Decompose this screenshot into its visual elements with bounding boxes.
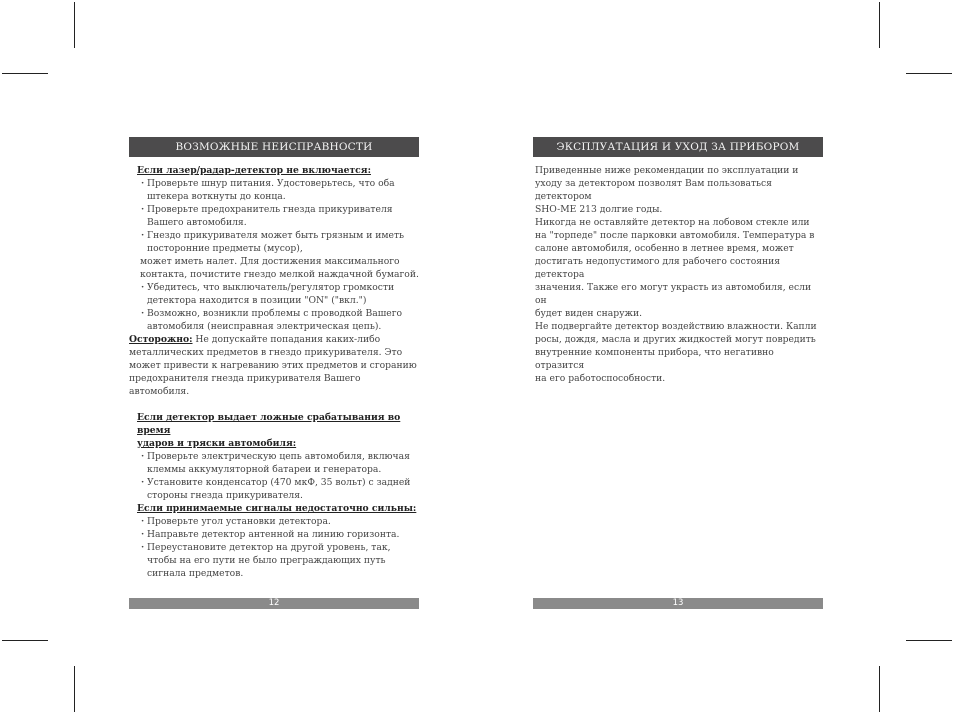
bullet-icon: ・ bbox=[138, 230, 148, 241]
list-item: ・ Переустановите детектор на другой уровень, так, чтобы на его пути не было преграждающих путь сигнала предметов. bbox=[138, 542, 391, 579]
text-line: внутренние компоненты прибора, что негативно отразится bbox=[535, 347, 774, 371]
left-page bbox=[129, 137, 419, 580]
troubleshooting-body bbox=[129, 164, 419, 580]
paragraph: может иметь налет. Для достижения максимального контакта, почистите гнездо мелкой наждачной бумагой. bbox=[140, 256, 419, 280]
care-body bbox=[533, 164, 823, 385]
right-page bbox=[533, 137, 823, 385]
list-item: ・ Установите конденсатор (470 мкФ, 35 вольт) с задней стороны гнезда прикуривателя. bbox=[138, 477, 411, 501]
bullet-icon: ・ bbox=[138, 308, 148, 319]
list-item: ・ Проверьте предохранитель гнезда прикуривателя Вашего автомобиля. bbox=[138, 204, 393, 228]
text-line: достигать недопустимого для рабочего состояния детектора bbox=[535, 256, 781, 280]
text-line: на его работоспособности. bbox=[535, 373, 666, 384]
list-item: ・ Проверьте шнур питания. Удостоверьтесь, что оба штекера воткнуты до конца. bbox=[138, 178, 395, 202]
page-number: 13 bbox=[533, 598, 823, 609]
list-item: ・ Направьте детектор антенной на линию горизонта. bbox=[138, 529, 400, 540]
section-heading: Если лазер/радар-детектор не включается: bbox=[137, 165, 371, 176]
crop-mark bbox=[74, 2, 75, 48]
crop-mark bbox=[2, 73, 48, 74]
text-line: Не подвергайте детектор воздействию влажности. Капли bbox=[535, 321, 817, 332]
bullet-icon: ・ bbox=[138, 516, 148, 527]
crop-mark bbox=[2, 640, 48, 641]
text-line: на "торпеде" после парковки автомобиля. Температура в bbox=[535, 230, 815, 241]
caution-label: Осторожно: bbox=[129, 334, 193, 345]
list-item: ・ Убедитесь, что выключатель/регулятор громкости детектора находится в позиции "ON" ("вкл.") bbox=[138, 282, 395, 306]
crop-mark bbox=[906, 640, 952, 641]
text-line: Никогда не оставляйте детектор на лобовом стекле или bbox=[535, 217, 810, 228]
text-line: росы, дождя, масла и других жидкостей могут повредить bbox=[535, 334, 816, 345]
text-line: уходу за детектором позволят Вам пользоваться детектором bbox=[535, 178, 772, 202]
bullet-icon: ・ bbox=[138, 477, 148, 488]
crop-mark bbox=[879, 666, 880, 712]
list-item: ・ Проверьте угол установки детектора. bbox=[138, 516, 331, 527]
section-heading: Если детектор выдает ложные срабатывания во время ударов и тряски автомобиля: bbox=[137, 412, 401, 449]
text-line: Приведенные ниже рекомендации по эксплуатации и bbox=[535, 165, 799, 176]
page-title: ВОЗМОЖНЫЕ НЕИСПРАВНОСТИ bbox=[129, 137, 419, 157]
bullet-icon: ・ bbox=[138, 178, 148, 189]
crop-mark bbox=[879, 2, 880, 48]
crop-mark bbox=[906, 73, 952, 74]
caution-note: Осторожно: Не допускайте попадания каких-либо металлических предметов в гнездо прикуривателя. Это может привести к нагреванию этих предметов и сгоранию предохранителя гнезда прикуривателя Вашего автомобиля. bbox=[129, 334, 417, 397]
list-item: ・ Возможно, возникли проблемы с проводкой Вашего автомобиля (неисправная электрическая цепь). bbox=[138, 308, 403, 332]
bullet-icon: ・ bbox=[138, 451, 148, 462]
list-item: ・ Гнездо прикуривателя может быть грязным и иметь посторонние предметы (мусор), bbox=[138, 230, 405, 254]
crop-mark bbox=[74, 666, 75, 712]
text-line: значения. Также его могут украсть из автомобиля, если он bbox=[535, 282, 812, 306]
bullet-icon: ・ bbox=[138, 529, 148, 540]
page-number: 12 bbox=[129, 598, 419, 609]
text-line: SHO-ME 213 долгие годы. bbox=[535, 204, 663, 215]
page-title: ЭКСПЛУАТАЦИЯ И УХОД ЗА ПРИБОРОМ bbox=[533, 137, 823, 157]
text-line: будет виден снаружи. bbox=[535, 308, 642, 319]
bullet-icon: ・ bbox=[138, 542, 148, 553]
list-item: ・ Проверьте электрическую цепь автомобиля, включая клеммы аккумуляторной батареи и генератора. bbox=[138, 451, 410, 475]
section-heading: Если принимаемые сигналы недостаточно сильны: bbox=[137, 503, 417, 514]
text-line: салоне автомобиля, особенно в летнее время, может bbox=[535, 243, 794, 254]
bullet-icon: ・ bbox=[138, 204, 148, 215]
bullet-icon: ・ bbox=[138, 282, 148, 293]
